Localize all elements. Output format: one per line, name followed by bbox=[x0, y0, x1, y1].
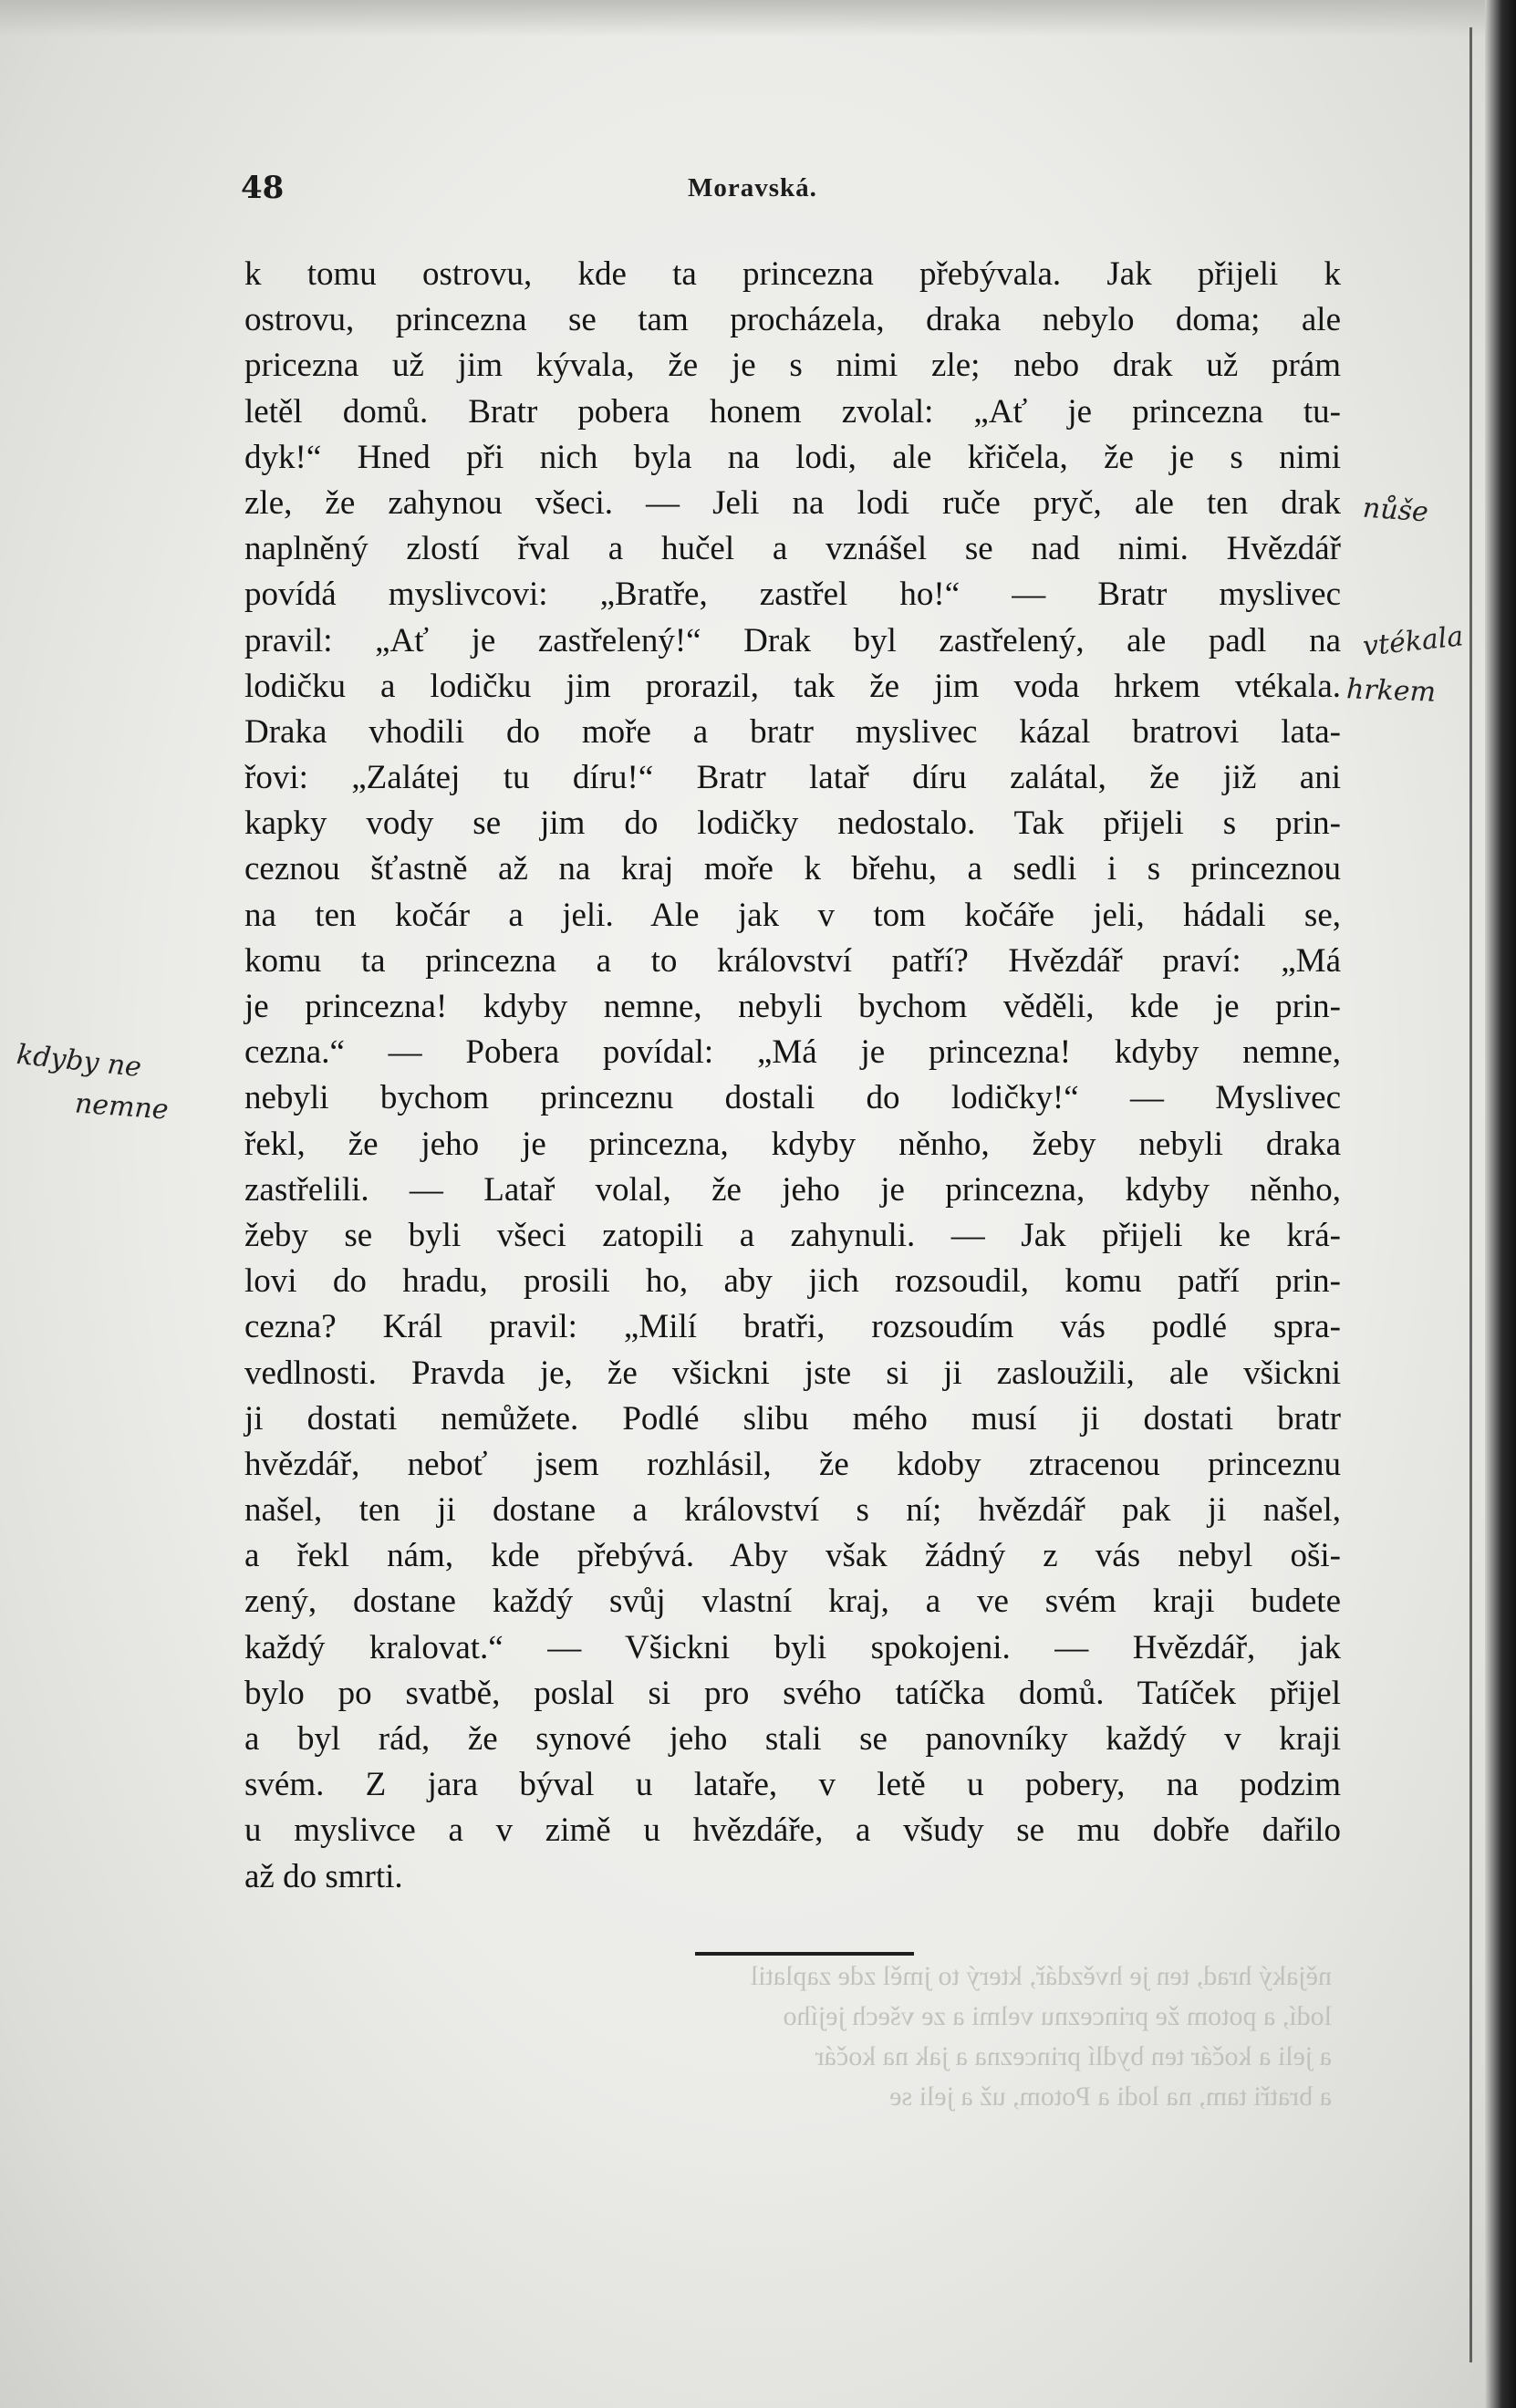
page-right-edge bbox=[1485, 0, 1516, 2408]
text-line: řekl, že jeho je princezna, kdyby něnho, žeby nebyli draka bbox=[244, 1125, 1341, 1163]
page-number: 48 bbox=[241, 170, 285, 206]
text-line: zle, že zahynou všeci. — Jeli na lodi ruče pryč, ale ten drak bbox=[244, 483, 1341, 522]
bleed-through-text: lodí, a potom že princeznu velmi a ze všech jejího bbox=[783, 2001, 1332, 2031]
binding-line bbox=[1469, 27, 1472, 2362]
handwritten-margin-note: hrkem bbox=[1345, 673, 1437, 709]
text-line: lovi do hradu, prosili ho, aby jich rozsoudil, komu patří prin- bbox=[244, 1262, 1341, 1301]
text-line: bylo po svatbě, poslal si pro svého tatíčka domů. Tatíček přijel bbox=[244, 1674, 1341, 1712]
text-line: cezna? Král pravil: „Milí bratři, rozsoudím vás podlé spra- bbox=[244, 1308, 1341, 1346]
text-line: svém. Z jara býval u lataře, v letě u pobery, na podzim bbox=[244, 1766, 1341, 1804]
text-line: a řekl nám, kde přebývá. Aby však žádný z vás nebyl oši- bbox=[244, 1537, 1341, 1575]
section-divider bbox=[695, 1952, 914, 1956]
text-line: řovi: „Zalátej tu díru!“ Bratr latař díru zalátal, že již ani bbox=[244, 759, 1341, 797]
page-top-shadow bbox=[0, 0, 1516, 36]
text-line: žeby se byli všeci zatopili a zahynuli. — Jak přijeli ke krá- bbox=[244, 1216, 1341, 1254]
text-line: nebyli bychom princeznu dostali do lodičky!“ — Myslivec bbox=[244, 1079, 1341, 1117]
text-line: až do smrti. bbox=[244, 1857, 403, 1895]
text-line: cezna.“ — Pobera povídal: „Má je princezna! kdyby nemne, bbox=[244, 1033, 1341, 1072]
text-line: vedlnosti. Pravda je, že všickni jste si ji zasloužili, ale všickni bbox=[244, 1354, 1341, 1392]
text-line: ostrovu, princezna se tam procházela, draka nebylo doma; ale bbox=[244, 301, 1341, 339]
text-line: ceznou šťastně až na kraj moře k břehu, a sedli i s princeznou bbox=[244, 850, 1341, 888]
text-line: hvězdář, neboť jsem rozhlásil, že kdoby ztracenou princeznu bbox=[244, 1445, 1341, 1483]
text-line: lodičku a lodičku jim prorazil, tak že jim voda hrkem vtékala. bbox=[244, 667, 1341, 705]
text-line: na ten kočár a jeli. Ale jak v tom kočáře jeli, hádali se, bbox=[244, 896, 1341, 934]
handwritten-margin-note: kdyby ne bbox=[15, 1038, 143, 1085]
text-line: ji dostati nemůžete. Podlé slibu mého musí ji dostati bratr bbox=[244, 1399, 1341, 1438]
text-line: zený, dostane každý svůj vlastní kraj, a ve svém kraji budete bbox=[244, 1583, 1341, 1621]
text-line: pricezna už jim kývala, že je s nimi zle; nebo drak už prám bbox=[244, 347, 1341, 385]
handwritten-margin-note: nemne bbox=[73, 1087, 170, 1126]
bleed-through-text: nějaký hrad, ten je hvězdář, který to jměl zde zaplatil bbox=[750, 1961, 1332, 1991]
text-line: komu ta princezna a to království patří? Hvězdář praví: „Má bbox=[244, 941, 1341, 980]
text-line: dyk!“ Hned při nich byla na lodi, ale křičela, že je s nimi bbox=[244, 438, 1341, 476]
body-text bbox=[244, 252, 1341, 1900]
text-line: kapky vody se jim do lodičky nedostalo. Tak přijeli s prin- bbox=[244, 804, 1341, 843]
text-line: pravil: „Ať je zastřelený!“ Drak byl zastřelený, ale padl na bbox=[244, 621, 1341, 659]
text-line: je princezna! kdyby nemne, nebyli bychom věděli, kde je prin- bbox=[244, 988, 1341, 1025]
text-line: a byl rád, že synové jeho stali se panovníky každý v kraji bbox=[244, 1720, 1341, 1758]
text-line: každý kralovat.“ — Všickni byli spokojeni. — Hvězdář, jak bbox=[244, 1628, 1341, 1666]
handwritten-margin-note: nůše bbox=[1361, 492, 1429, 529]
text-line: Draka vhodili do moře a bratr myslivec kázal bratrovi lata- bbox=[244, 712, 1341, 751]
text-line: naplněný zlostí řval a hučel a vznášel se nad nimi. Hvězdář bbox=[244, 530, 1341, 568]
text-line: u myslivce a v zimě u hvězdáře, a všudy se mu dobře dařilo bbox=[244, 1811, 1341, 1850]
running-head: Moravská. bbox=[688, 173, 817, 202]
text-line: zastřelili. — Latař volal, že jeho je princezna, kdyby něnho, bbox=[244, 1170, 1341, 1209]
text-line: našel, ten ji dostane a království s ní; hvězdář pak ji našel, bbox=[244, 1491, 1341, 1530]
handwritten-margin-note: vtékala bbox=[1361, 620, 1465, 663]
bleed-through-text: a bratři tam, na lodi a Potom, už a jeli se bbox=[889, 2081, 1332, 2112]
text-line: letěl domů. Bratr pobera honem zvolal: „Ať je princezna tu- bbox=[244, 392, 1341, 431]
bleed-through-text: a jeli a kočár ten bydlí princezna a jak na kočár bbox=[815, 2041, 1332, 2071]
page-header bbox=[241, 170, 1354, 206]
text-line: k tomu ostrovu, kde ta princezna přebývala. Jak přijeli k bbox=[244, 255, 1341, 293]
text-line: povídá myslivcovi: „Bratře, zastřel ho!“ — Bratr myslivec bbox=[244, 576, 1341, 614]
